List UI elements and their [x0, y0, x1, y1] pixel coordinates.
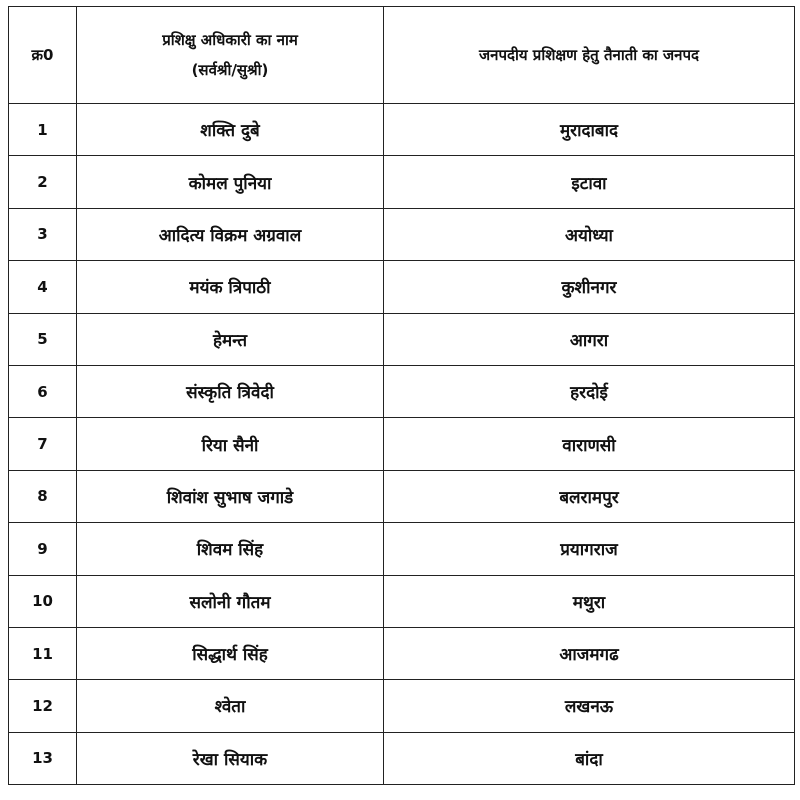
table-body — [9, 104, 795, 785]
cell-officer-name: हेमन्त — [77, 313, 384, 365]
table-row — [9, 156, 795, 208]
header-serial: क्र0 — [9, 7, 77, 104]
header-officer-name — [77, 7, 384, 104]
cell-serial: 11 — [9, 627, 77, 679]
table-row — [9, 680, 795, 732]
cell-serial: 6 — [9, 365, 77, 417]
cell-serial: 4 — [9, 261, 77, 313]
cell-district: बांदा — [384, 732, 795, 784]
table-row — [9, 313, 795, 365]
table-row — [9, 104, 795, 156]
cell-officer-name: आदित्य विक्रम अग्रवाल — [77, 208, 384, 260]
cell-officer-name: सलोनी गौतम — [77, 575, 384, 627]
table-row — [9, 732, 795, 784]
cell-officer-name: रेखा सियाक — [77, 732, 384, 784]
cell-serial: 3 — [9, 208, 77, 260]
table-row — [9, 261, 795, 313]
cell-serial: 10 — [9, 575, 77, 627]
cell-district: मथुरा — [384, 575, 795, 627]
cell-district: इटावा — [384, 156, 795, 208]
table-row — [9, 523, 795, 575]
posting-table — [8, 6, 795, 785]
header-officer-name-line2: (सर्वश्री/सुश्री) — [191, 61, 269, 79]
cell-serial: 2 — [9, 156, 77, 208]
cell-officer-name: रिया सैनी — [77, 418, 384, 470]
cell-district: वाराणसी — [384, 418, 795, 470]
table-row — [9, 208, 795, 260]
cell-serial: 5 — [9, 313, 77, 365]
table-row — [9, 365, 795, 417]
cell-serial: 7 — [9, 418, 77, 470]
cell-district: हरदोई — [384, 365, 795, 417]
cell-officer-name: श्वेता — [77, 680, 384, 732]
cell-officer-name: शक्ति दुबे — [77, 104, 384, 156]
table-row — [9, 575, 795, 627]
cell-officer-name: कोमल पुनिया — [77, 156, 384, 208]
cell-serial: 9 — [9, 523, 77, 575]
cell-serial: 12 — [9, 680, 77, 732]
cell-district: लखनऊ — [384, 680, 795, 732]
header-officer-name-line1: प्रशिक्षु अधिकारी का नाम — [162, 31, 298, 49]
cell-district: अयोध्या — [384, 208, 795, 260]
cell-officer-name: सिद्धार्थ सिंह — [77, 627, 384, 679]
table-row — [9, 627, 795, 679]
cell-district: प्रयागराज — [384, 523, 795, 575]
cell-district: कुशीनगर — [384, 261, 795, 313]
cell-officer-name: संस्कृति त्रिवेदी — [77, 365, 384, 417]
header-row — [9, 7, 795, 104]
cell-serial: 1 — [9, 104, 77, 156]
cell-district: मुरादाबाद — [384, 104, 795, 156]
cell-officer-name: मयंक त्रिपाठी — [77, 261, 384, 313]
cell-district: बलरामपुर — [384, 470, 795, 522]
table-row — [9, 418, 795, 470]
cell-officer-name: शिवांश सुभाष जगाडे — [77, 470, 384, 522]
header-district: जनपदीय प्रशिक्षण हेतु तैनाती का जनपद — [384, 7, 795, 104]
table-header — [9, 7, 795, 104]
cell-officer-name: शिवम सिंह — [77, 523, 384, 575]
table-row — [9, 470, 795, 522]
cell-district: आजमगढ — [384, 627, 795, 679]
cell-serial: 8 — [9, 470, 77, 522]
cell-serial: 13 — [9, 732, 77, 784]
cell-district: आगरा — [384, 313, 795, 365]
